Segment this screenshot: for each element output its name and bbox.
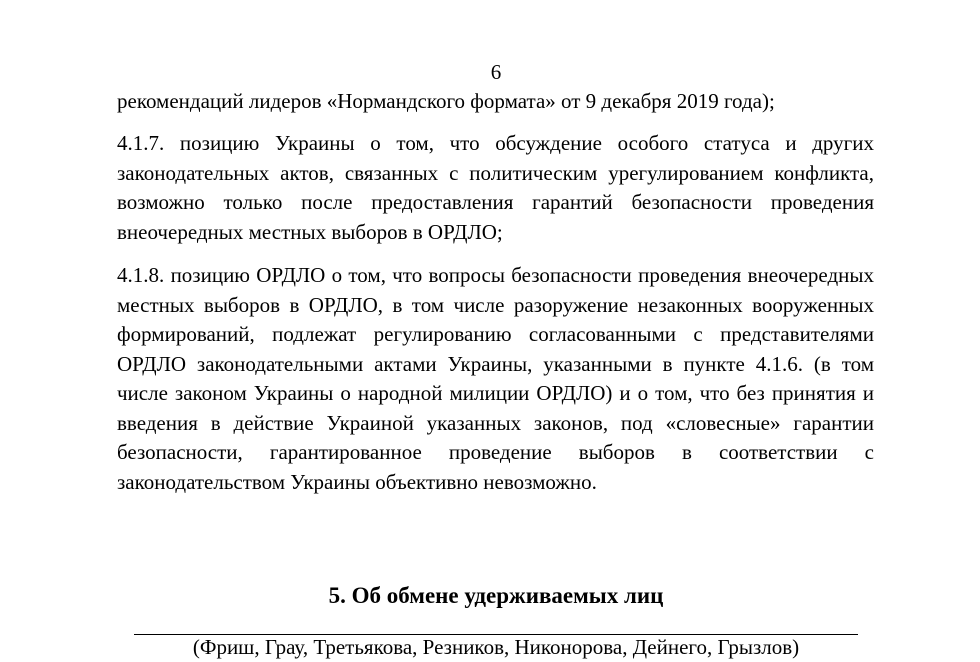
paragraph-4-1-8	[117, 261, 874, 497]
page-number: 6	[490, 60, 502, 84]
section-number: 5.	[328, 583, 346, 608]
paragraph-continuation: рекомендаций лидеров «Нормандского формата» от 9 декабря 2019 года);	[117, 89, 775, 113]
paragraph-4-1-7	[117, 129, 874, 247]
paragraph-number: 4.1.7.	[117, 131, 165, 155]
section-authors: (Фриш, Грау, Третьякова, Резников, Никонорова, Дейнего, Грызлов)	[192, 635, 800, 659]
section-title: Об обмене удерживаемых лиц	[351, 583, 664, 608]
paragraph-text: позицию ОРДЛО о том, что вопросы безопасности проведения внеочередных местных выборов в ОРДЛО, в том числе разоружение незаконных вооруженных формирований, подлежат регулированию согласованными с представителями ОРДЛО законодательными актами Украины, указанными в пункте 4.1.6. (в том числе законом Украины о народной милиции ОРДЛО) и о том, что без принятия и введения в действие Украиной указанных законов, под «словесные» гарантии безопасности, гарантированное проведение выборов в соответствии с законодательством Украины объективно невозможно.	[117, 263, 875, 494]
paragraph-number: 4.1.8.	[117, 263, 165, 287]
paragraph-text: позицию Украины о том, что обсуждение особого статуса и других законодательных актов, связанных с политическим урегулированием конфликта, возможно только после предоставления гарантий безопасности проведения внеочередных местных выборов в ОРДЛО;	[117, 131, 875, 244]
section-heading	[0, 580, 980, 612]
